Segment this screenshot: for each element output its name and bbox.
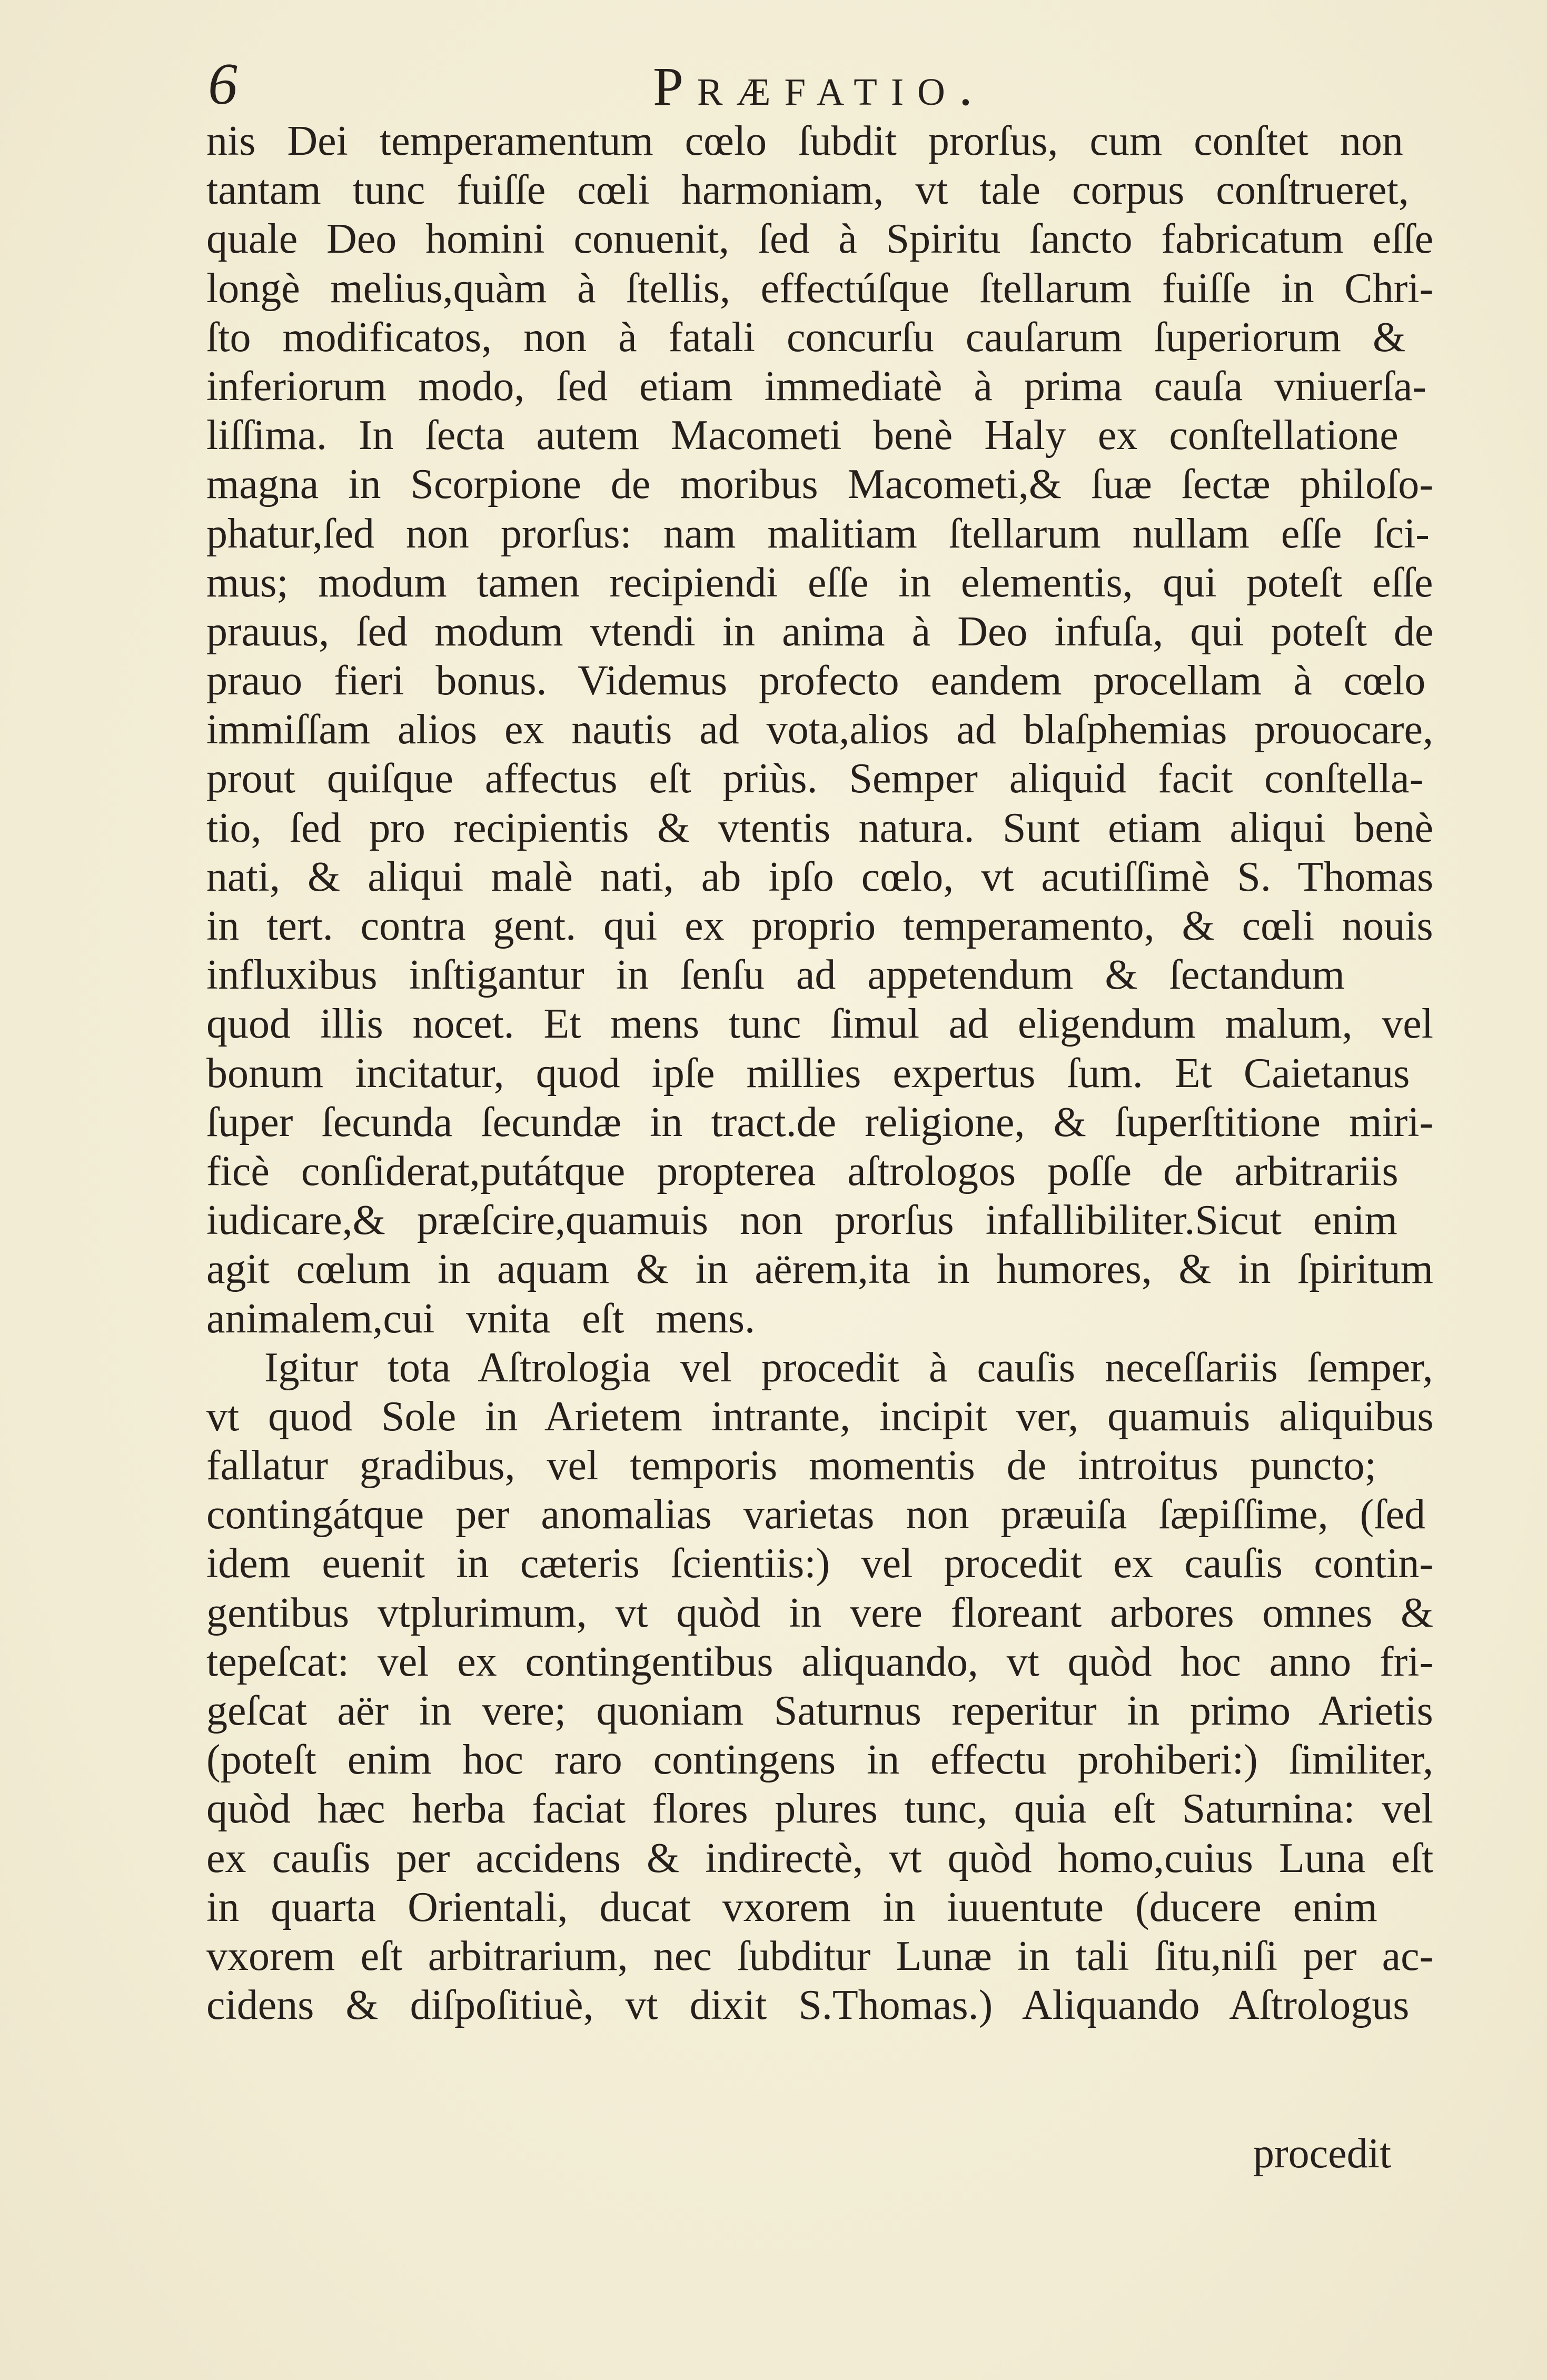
text-line: vt quod Sole in Arietem intrante, incipit ver, quamuis aliquibus bbox=[206, 1393, 1434, 1440]
text-line: quale Deo homini conuenit, ſed à Spiritu ſancto fabricatum eſſe bbox=[206, 216, 1434, 263]
text-line: quod illis nocet. Et mens tunc ſimul ad eligendum malum, vel bbox=[206, 1001, 1434, 1048]
text-line: agit cœlum in aquam & in aërem,ita in humores, & in ſpiritum bbox=[206, 1246, 1433, 1293]
text-line: quòd hæc herba faciat flores plures tunc, quia eſt Saturnina: vel bbox=[206, 1786, 1433, 1833]
text-line: nis Dei temperamentum cœlo ſubdit prorſus, cum conſtet non bbox=[206, 118, 1403, 164]
text-line: phatur,ſed non prorſus: nam malitiam ſtellarum nullam eſſe ſci- bbox=[206, 510, 1430, 557]
text-line: ſto modificatos, non à fatali concurſu cauſarum ſuperiorum & bbox=[206, 314, 1406, 361]
text-line: inferiorum modo, ſed etiam immediatè à prima cauſa vniuerſa- bbox=[206, 363, 1427, 410]
text-line: prauo fieri bonus. Videmus profecto eandem procellam à cœlo bbox=[206, 658, 1426, 704]
page-number: 6 bbox=[208, 52, 237, 117]
text-line: bonum incitatur, quod ipſe millies expertus ſum. Et Caietanus bbox=[206, 1050, 1410, 1097]
text-line: prauus, ſed modum vtendi in anima à Deo infuſa, qui poteſt de bbox=[206, 608, 1434, 655]
text-line: mus; modum tamen recipiendi eſſe in elementis, qui poteſt eſſe bbox=[206, 559, 1433, 606]
text-line: animalem,cui vnita eſt mens. bbox=[206, 1295, 755, 1342]
text-line: iudicare,& præſcire,quamuis non prorſus infallibiliter.Sicut enim bbox=[206, 1197, 1397, 1244]
text-line: immiſſam alios ex nautis ad vota,alios ad blaſphemias prouocare, bbox=[206, 706, 1433, 753]
catchword: procedit bbox=[1253, 2130, 1392, 2177]
text-line: ex cauſis per accidens & indirectè, vt quòd homo,cuius Luna eſt bbox=[206, 1835, 1434, 1881]
text-line: tio, ſed pro recipientis & vtentis natura. Sunt etiam aliqui benè bbox=[206, 804, 1434, 851]
text-line: cidens & diſpoſitiuè, vt dixit S.Thomas.) Aliquando Aſtrologus bbox=[206, 1982, 1410, 2029]
text-line: (poteſt enim hoc raro contingens in effectu prohiberi:) ſimiliter, bbox=[206, 1737, 1434, 1784]
text-line: Igitur tota Aſtrologia vel procedit à cauſis neceſſariis ſemper, bbox=[264, 1344, 1433, 1391]
running-title: Præfatio. bbox=[653, 56, 986, 117]
text-line: longè melius,quàm à ſtellis, effectúſque ſtellarum fuiſſe in Chri- bbox=[206, 265, 1434, 312]
text-line: ſuper ſecunda ſecundæ in tract.de religione, & ſuperſtitione miri- bbox=[206, 1099, 1434, 1146]
text-line: prout quiſque affectus eſt priùs. Semper aliquid facit conſtella- bbox=[206, 755, 1424, 802]
text-line: geſcat aër in vere; quoniam Saturnus reperitur in primo Arietis bbox=[206, 1688, 1433, 1734]
text-line: vxorem eſt arbitrarium, nec ſubditur Lunæ in tali ſitu,niſi per ac- bbox=[206, 1933, 1434, 1979]
text-line: nati, & aliqui malè nati, ab ipſo cœlo, vt acutiſſimè S. Thomas bbox=[206, 853, 1434, 900]
text-line: idem euenit in cæteris ſcientiis:) vel procedit ex cauſis contin- bbox=[206, 1540, 1433, 1587]
text-line: fallatur gradibus, vel temporis momentis de introitus puncto; bbox=[206, 1442, 1376, 1489]
text-line: in quarta Orientali, ducat vxorem in iuuentute (ducere enim bbox=[206, 1884, 1377, 1930]
text-line: tepeſcat: vel ex contingentibus aliquando, vt quòd hoc anno fri- bbox=[206, 1638, 1434, 1685]
text-line: ficè conſiderat,putátque propterea aſtrologos poſſe de arbitrariis bbox=[206, 1148, 1399, 1194]
text-line: gentibus vtplurimum, vt quòd in vere floreant arbores omnes & bbox=[206, 1589, 1434, 1636]
text-line: tantam tunc fuiſſe cœli harmoniam, vt tale corpus conſtrueret, bbox=[206, 167, 1409, 214]
text-line: liſſima. In ſecta autem Macometi benè Haly ex conſtellatione bbox=[206, 412, 1399, 459]
text-line: contingátque per anomalias varietas non præuiſa ſæpiſſime, (ſed bbox=[206, 1491, 1425, 1538]
body-text bbox=[206, 117, 1433, 2030]
text-line: influxibus inſtigantur in ſenſu ad appetendum & ſectandum bbox=[206, 952, 1345, 999]
text-line: magna in Scorpione de moribus Macometi,& ſuæ ſectæ philoſo- bbox=[206, 461, 1433, 508]
text-line: in tert. contra gent. qui ex proprio temperamento, & cœli nouis bbox=[206, 903, 1433, 949]
